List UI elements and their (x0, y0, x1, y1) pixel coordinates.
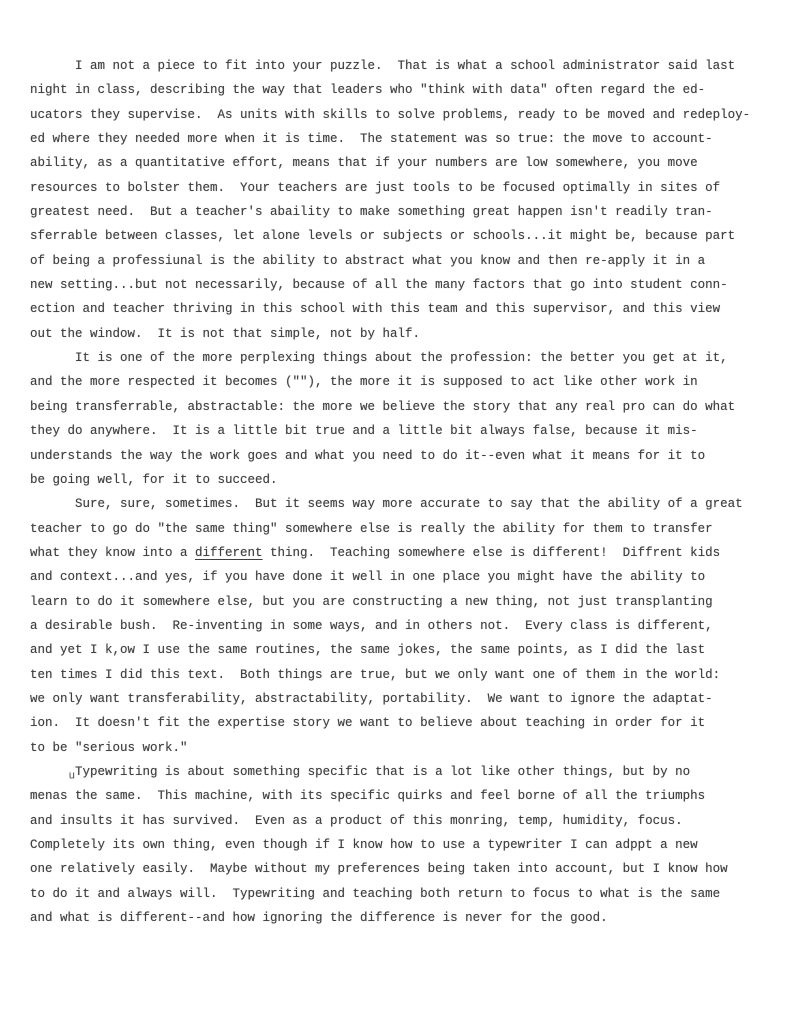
text-line: and context...and yes, if you have done it well in one place you might have the ability to (30, 570, 706, 585)
text-line: ection and teacher thriving in this school with this team and this supervisor, and this view (30, 302, 721, 317)
text-line: new setting...but not necessarily, because of all the many factors that go into student conn- (30, 278, 728, 293)
text-line: being transferrable, abstractable: the more we believe the story that any real pro can do what (30, 399, 736, 414)
text-line: Completely its own thing, even though if I know how to use a typewriter I can adppt a new (30, 838, 698, 852)
text-line: and insults it has survived. Even as a product of this monring, temp, humidity, focus. (30, 813, 683, 828)
underlined-word: different (195, 545, 263, 560)
text-line: to be "serious work." (30, 740, 188, 755)
text-line: ion. It doesn't fit the expertise story we want to believe about teaching in order for it (30, 716, 706, 731)
text-line: ability, as a quantitative effort, means that if your numbers are low somewhere, you move (30, 156, 698, 171)
text-line (30, 760, 765, 784)
text-line: night in class, describing the way that leaders who "think with data" often regard the ed- (30, 83, 706, 98)
paragraph-3 (30, 492, 765, 760)
paragraph-2 (30, 346, 765, 492)
text-line: and the more respected it becomes (""), the more it is supposed to act like other work in (30, 375, 698, 390)
stray-typed-mark: u (68, 770, 75, 782)
text-line: to do it and always will. Typewriting and teaching both return to focus to what is the same (30, 886, 721, 901)
paragraph-4 (30, 760, 765, 930)
text-line: teacher to go do "the same thing" somewhere else is really the ability for them to transfer (30, 521, 713, 536)
text-line: ed where they needed more when it is time. The statement was so true: the move to account- (30, 132, 713, 147)
text-line: greatest need. But a teacher's abaility to make something great happen isn't readily tran- (30, 205, 713, 220)
text-line: learn to do it somewhere else, but you are constructing a new thing, not just transplanting (30, 594, 713, 609)
text-line: and what is different--and how ignoring the difference is never for the good. (30, 911, 608, 926)
text-line: and yet I k,ow I use the same routines, the same jokes, the same points, as I did the last (30, 643, 706, 658)
text-segment: Typewriting is about something specific that is a lot like other things, but by no (75, 764, 691, 779)
text-line: ten times I did this text. Both things are true, but we only want one of them in the world: (30, 667, 721, 682)
text-line: menas the same. This machine, with its specific quirks and feel borne of all the triumphs (30, 789, 706, 804)
text-line: we only want transferability, abstractability, portability. We want to ignore the adaptat- (30, 691, 713, 706)
text-line: sferrable between classes, let alone levels or subjects or schools...it might be, because part (30, 229, 736, 244)
text-line: they do anywhere. It is a little bit true and a little bit always false, because it mis- (30, 424, 698, 439)
text-line: understands the way the work goes and what you need to do it--even what it means for it to (30, 448, 706, 463)
text-line: ucators they supervise. As units with skills to solve problems, ready to be moved and redeploy- (30, 107, 751, 122)
indent-spaces (30, 765, 68, 779)
text-line (30, 541, 765, 565)
text-line: out the window. It is not that simple, not by half. (30, 326, 421, 341)
text-line: a desirable bush. Re-inventing in some ways, and in others not. Every class is different, (30, 618, 713, 633)
text-line: one relatively easily. Maybe without my preferences being taken into account, but I know how (30, 862, 728, 877)
text-line: resources to bolster them. Your teachers are just tools to be focused optimally in sites of (30, 180, 721, 195)
text-segment: thing. Teaching somewhere else is different! Diffrent kids (262, 545, 721, 560)
text-line: be going well, for it to succeed. (30, 472, 278, 487)
text-line: It is one of the more perplexing things about the profession: the better you get at it, (30, 351, 728, 366)
paragraph-1 (30, 54, 765, 346)
text-line: I am not a piece to fit into your puzzle. That is what a school administrator said last (30, 59, 736, 73)
text-line: Sure, sure, sometimes. But it seems way more accurate to say that the ability of a great (30, 497, 743, 512)
text-line: of being a professiunal is the ability to abstract what you know and then re-apply it in a (30, 253, 706, 268)
text-segment: what they know into a (30, 545, 196, 560)
